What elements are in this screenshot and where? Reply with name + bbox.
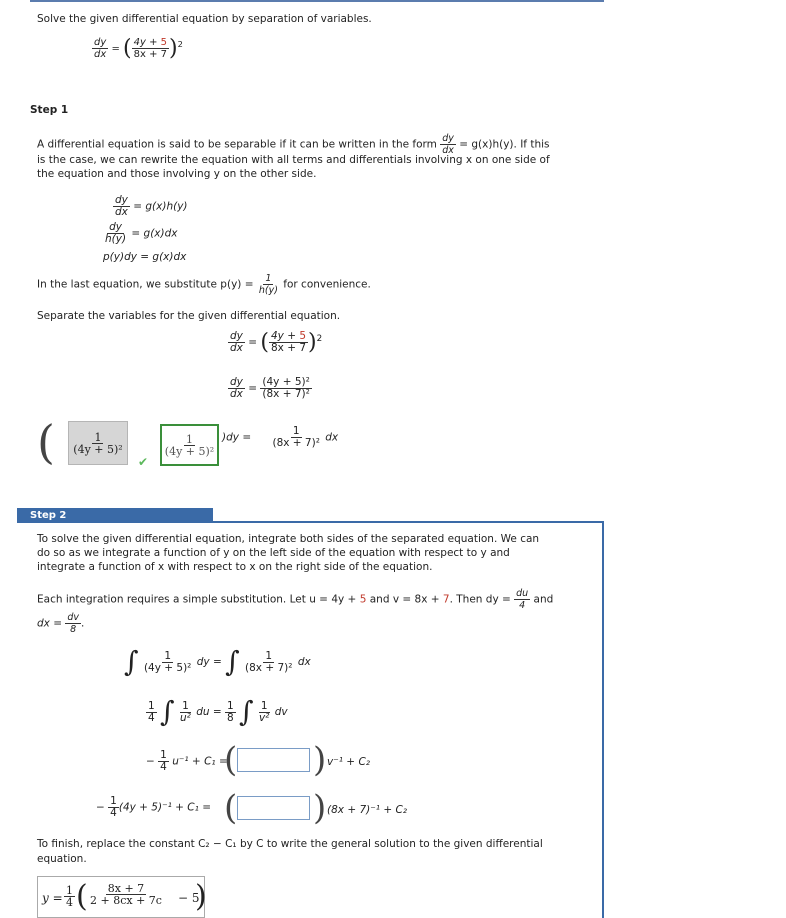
separate-eq-2: $\frac{dy}{dx}$ = $\frac{\text{(4y + 5)²}}{\text{(8x + 7)²}}$ xyxy=(230,376,310,400)
form-line-2: $\frac{dy}{h(y)}$ = g(x)dx xyxy=(105,221,178,245)
general-solution-answer[interactable] xyxy=(37,876,205,918)
answer-tail: − 5 xyxy=(178,891,200,905)
step1-para1: A differential equation is said to be separable if it can be written in the form $\frac{dy}{dx}$ = g(x)h(y). If this xyxy=(37,133,550,156)
form-line-1: $\frac{dy}{dx}$ = g(x)h(y) xyxy=(115,194,188,218)
step1-label: Step 1 xyxy=(30,104,69,116)
left-paren: ( xyxy=(37,415,55,469)
substituted-line: − $\frac{1}{4}$ (4y + 5)⁻¹ + C₁ = xyxy=(96,795,211,819)
answer-coefficient: $\frac{1}{4}$ xyxy=(66,884,73,909)
step2-para1: To solve the given differential equation, integrate both sides of the separated equation. We can xyxy=(37,533,540,545)
answer-y: y = xyxy=(42,891,63,905)
paren-close-3: ) xyxy=(313,740,327,780)
finish-text-1: To finish, replace the constant C₂ − C₁ by C to write the general solution to the given differential xyxy=(37,838,543,850)
separate-text: Separate the variables for the given differential equation. xyxy=(37,310,341,322)
step2-side-border xyxy=(602,521,604,918)
step1-para1c: is the case, we can rewrite the equation with all terms and differentials involving x on one side of xyxy=(37,154,550,166)
line4-rhs: (8x + 7)⁻¹ + C₂ xyxy=(327,804,408,816)
step1-para1d: the equation and those involving y on the other side. xyxy=(37,168,317,180)
paren-close-4: ) xyxy=(313,788,327,828)
answer-paren-close: ) xyxy=(195,879,207,914)
integral-line-2: $\frac{1}{4}$ ∫ $\frac{1}{\text{u²}}$ du = $\frac{1}{8}$ ∫ $\frac{1}{\text{v²}}$ dv xyxy=(148,695,288,728)
step2-para2: do so as we integrate a function of y on the left side of the equation with respect to y and xyxy=(37,547,510,559)
top-divider xyxy=(30,0,604,2)
paren-open-4: ( xyxy=(224,788,238,828)
problem-equation: $\frac{dy}{dx}$ = ( $\frac{4y + 5}{8x + 7}$ )$^2$ xyxy=(94,35,183,61)
correct-check-icon: ✔ xyxy=(138,455,149,469)
dx-substitution: dx = $\frac{dv}{8}$ . xyxy=(37,612,85,635)
step2-para3: integrate a function of x with respect to x on the right side of the equation. xyxy=(37,561,433,573)
coefficient-input-1[interactable] xyxy=(237,748,310,772)
separated-rhs: )dy = $\frac{1}{\text{(8x + 7)²}}$ dx xyxy=(222,425,339,449)
answer-paren-open: ( xyxy=(76,879,88,914)
separate-eq-1: $\frac{dy}{dx}$ = ( $\frac{4y + 5}{8x + 7}$ )$^2$ xyxy=(230,329,323,355)
coefficient-input-2[interactable] xyxy=(237,796,310,820)
substitute-line: In the last equation, we substitute p(y) = $\frac{1}{h(y)}$ for convenience. xyxy=(37,273,371,296)
finish-text-2: equation. xyxy=(37,853,87,865)
antiderivative-line: − $\frac{1}{4}$ u⁻¹ + C₁ = xyxy=(146,749,228,773)
step2-label: Step 2 xyxy=(17,508,213,523)
substitution-line: Each integration requires a simple substitution. Let u = 4y + 5 and v = 8x + 7. Then dy = $\frac{du}{4}$ and xyxy=(37,588,554,611)
answer-fraction: $\frac{8x + 7}{2 + 8cx + 7c}$ xyxy=(90,882,162,907)
paren-open-3: ( xyxy=(224,740,238,780)
answer-input-correct[interactable]: 1 (4y + 5)² xyxy=(160,424,219,466)
form-line-3: p(y)dy = g(x)dx xyxy=(103,251,187,263)
given-answer-box: 1 (4y + 5)² xyxy=(68,421,128,465)
line3-rhs: v⁻¹ + C₂ xyxy=(327,756,370,768)
integral-line-1: ∫ $\frac{1}{\text{(4y + 5)²}}$ dy = ∫ $\frac{1}{\text{(8x + 7)²}}$ dx xyxy=(124,645,311,678)
problem-instruction: Solve the given differential equation by separation of variables. xyxy=(37,13,372,25)
step2-divider xyxy=(213,521,603,523)
